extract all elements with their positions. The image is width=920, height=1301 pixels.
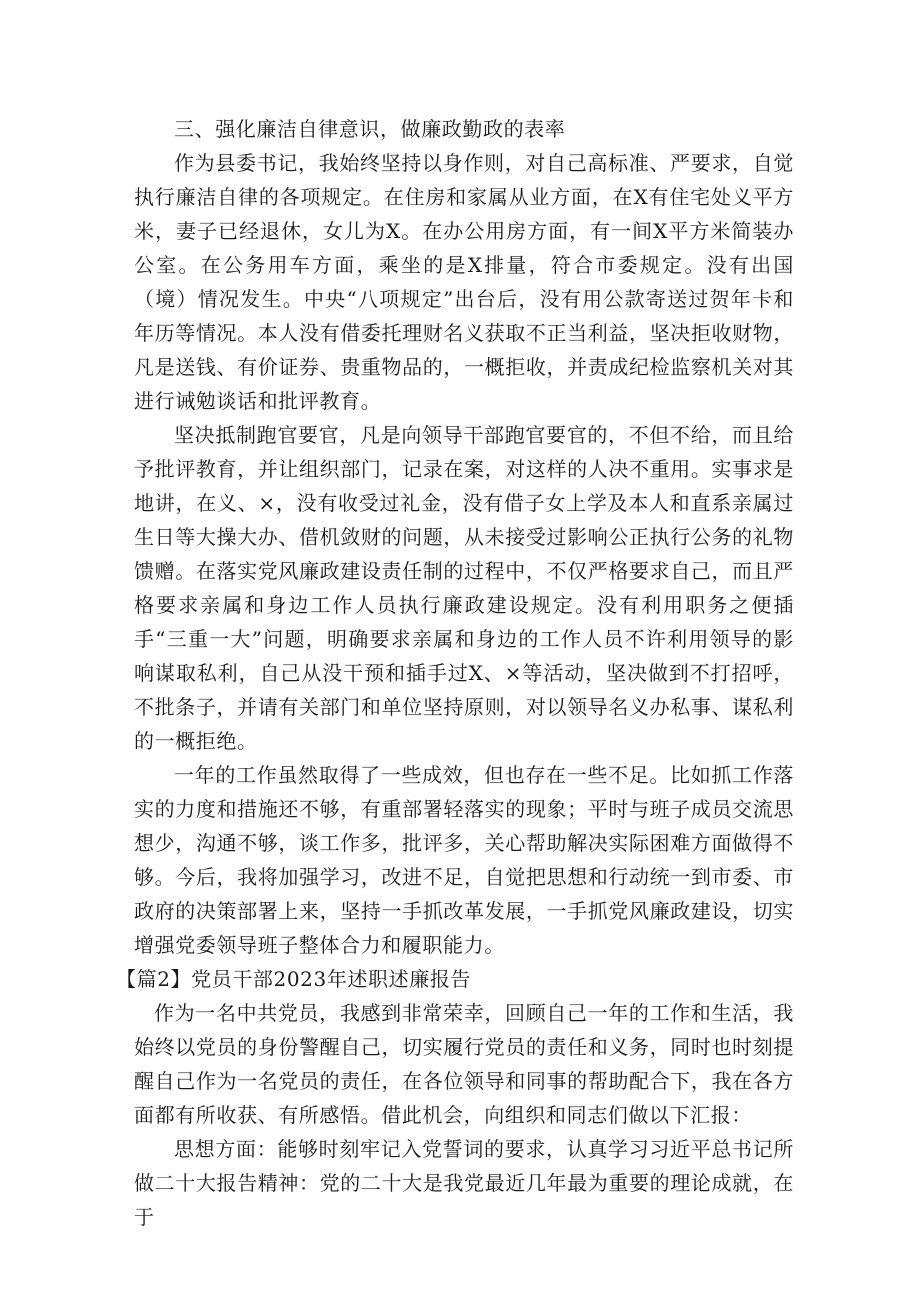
paragraph-5: 思想方面：能够时刻牢记入党誓词的要求，认真学习习近平总书记所做二十大报告精神：党的二十大是我党最近几年最为重要的理论成就，在于 [134, 1137, 794, 1229]
paragraph-3: 一年的工作虽然取得了一些成效，但也存在一些不足。比如抓工作落实的力度和措施还不够，有重部署轻落实的现象；平时与班子成员交流思想少，沟通不够，谈工作多，批评多，关心帮助解决实际困难方面做得不够。今后，我将加强学习，改进不足，自觉把思想和行动统一到市委、市政府的决策部署上来，坚持一手抓改革发展，一手抓党风廉政建设，切实增强党委领导班子整体合力和履职能力。 [134, 763, 794, 957]
document-body [116, 112, 794, 1234]
paragraph-4: 作为一名中共党员，我感到非常荣幸，回顾自己一年的工作和生活，我始终以党员的身份警醒自己，切实履行党员的责任和义务，同时也时刻提醒自己作为一名党员的责任，在各位领导和同事的帮助配合下，我在各方面都有所收获、有所感悟。借此机会，向组织和同志们做以下汇报： [134, 1001, 794, 1127]
article-title: 【篇2】党员干部2023年述职述廉报告 [116, 967, 472, 991]
paragraph-1: 作为县委书记，我始终坚持以身作则，对自己高标准、严要求，自觉执行廉洁自律的各项规定。在住房和家属从业方面，在X有住宅处义平方米，妻子已经退休，女儿为X。在办公用房方面，有一间X平方米简装办公室。在公务用车方面，乘坐的是X排量，符合市委规定。没有出国（境）情况发生。中央“八项规定”出台后，没有用公款寄送过贺年卡和年历等情况。本人没有借委托理财名义获取不正当利益，坚决拒收财物，凡是送钱、有价证券、贵重物品的，一概拒收，并责成纪检监察机关对其进行诫勉谈话和批评教育。 [134, 151, 794, 413]
paragraph-2: 坚决抵制跑官要官，凡是向领导干部跑官要官的，不但不给，而且给予批评教育，并让组织部门，记录在案，对这样的人决不重用。实事求是地讲，在义、×，没有收受过礼金，没有借子女上学及本人和直系亲属过生日等大操大办、借机敛财的问题，从未接受过影响公正执行公务的礼物馈赠。在落实党风廉政建设责任制的过程中，不仅严格要求自己，而且严格要求亲属和身边工作人员执行廉政建设规定。没有利用职务之便插手“三重一大”问题，明确要求亲属和身边的工作人员不许利用领导的影响谋取私利，自己从没干预和插手过X、×等活动，坚决做到不打招呼，不批条子，并请有关部门和单位坚持原则，对以领导名义办私事、谋私利的一概拒绝。 [134, 423, 794, 753]
section-heading-3: 三、强化廉洁自律意识，做廉政勤政的表率 [174, 117, 566, 141]
